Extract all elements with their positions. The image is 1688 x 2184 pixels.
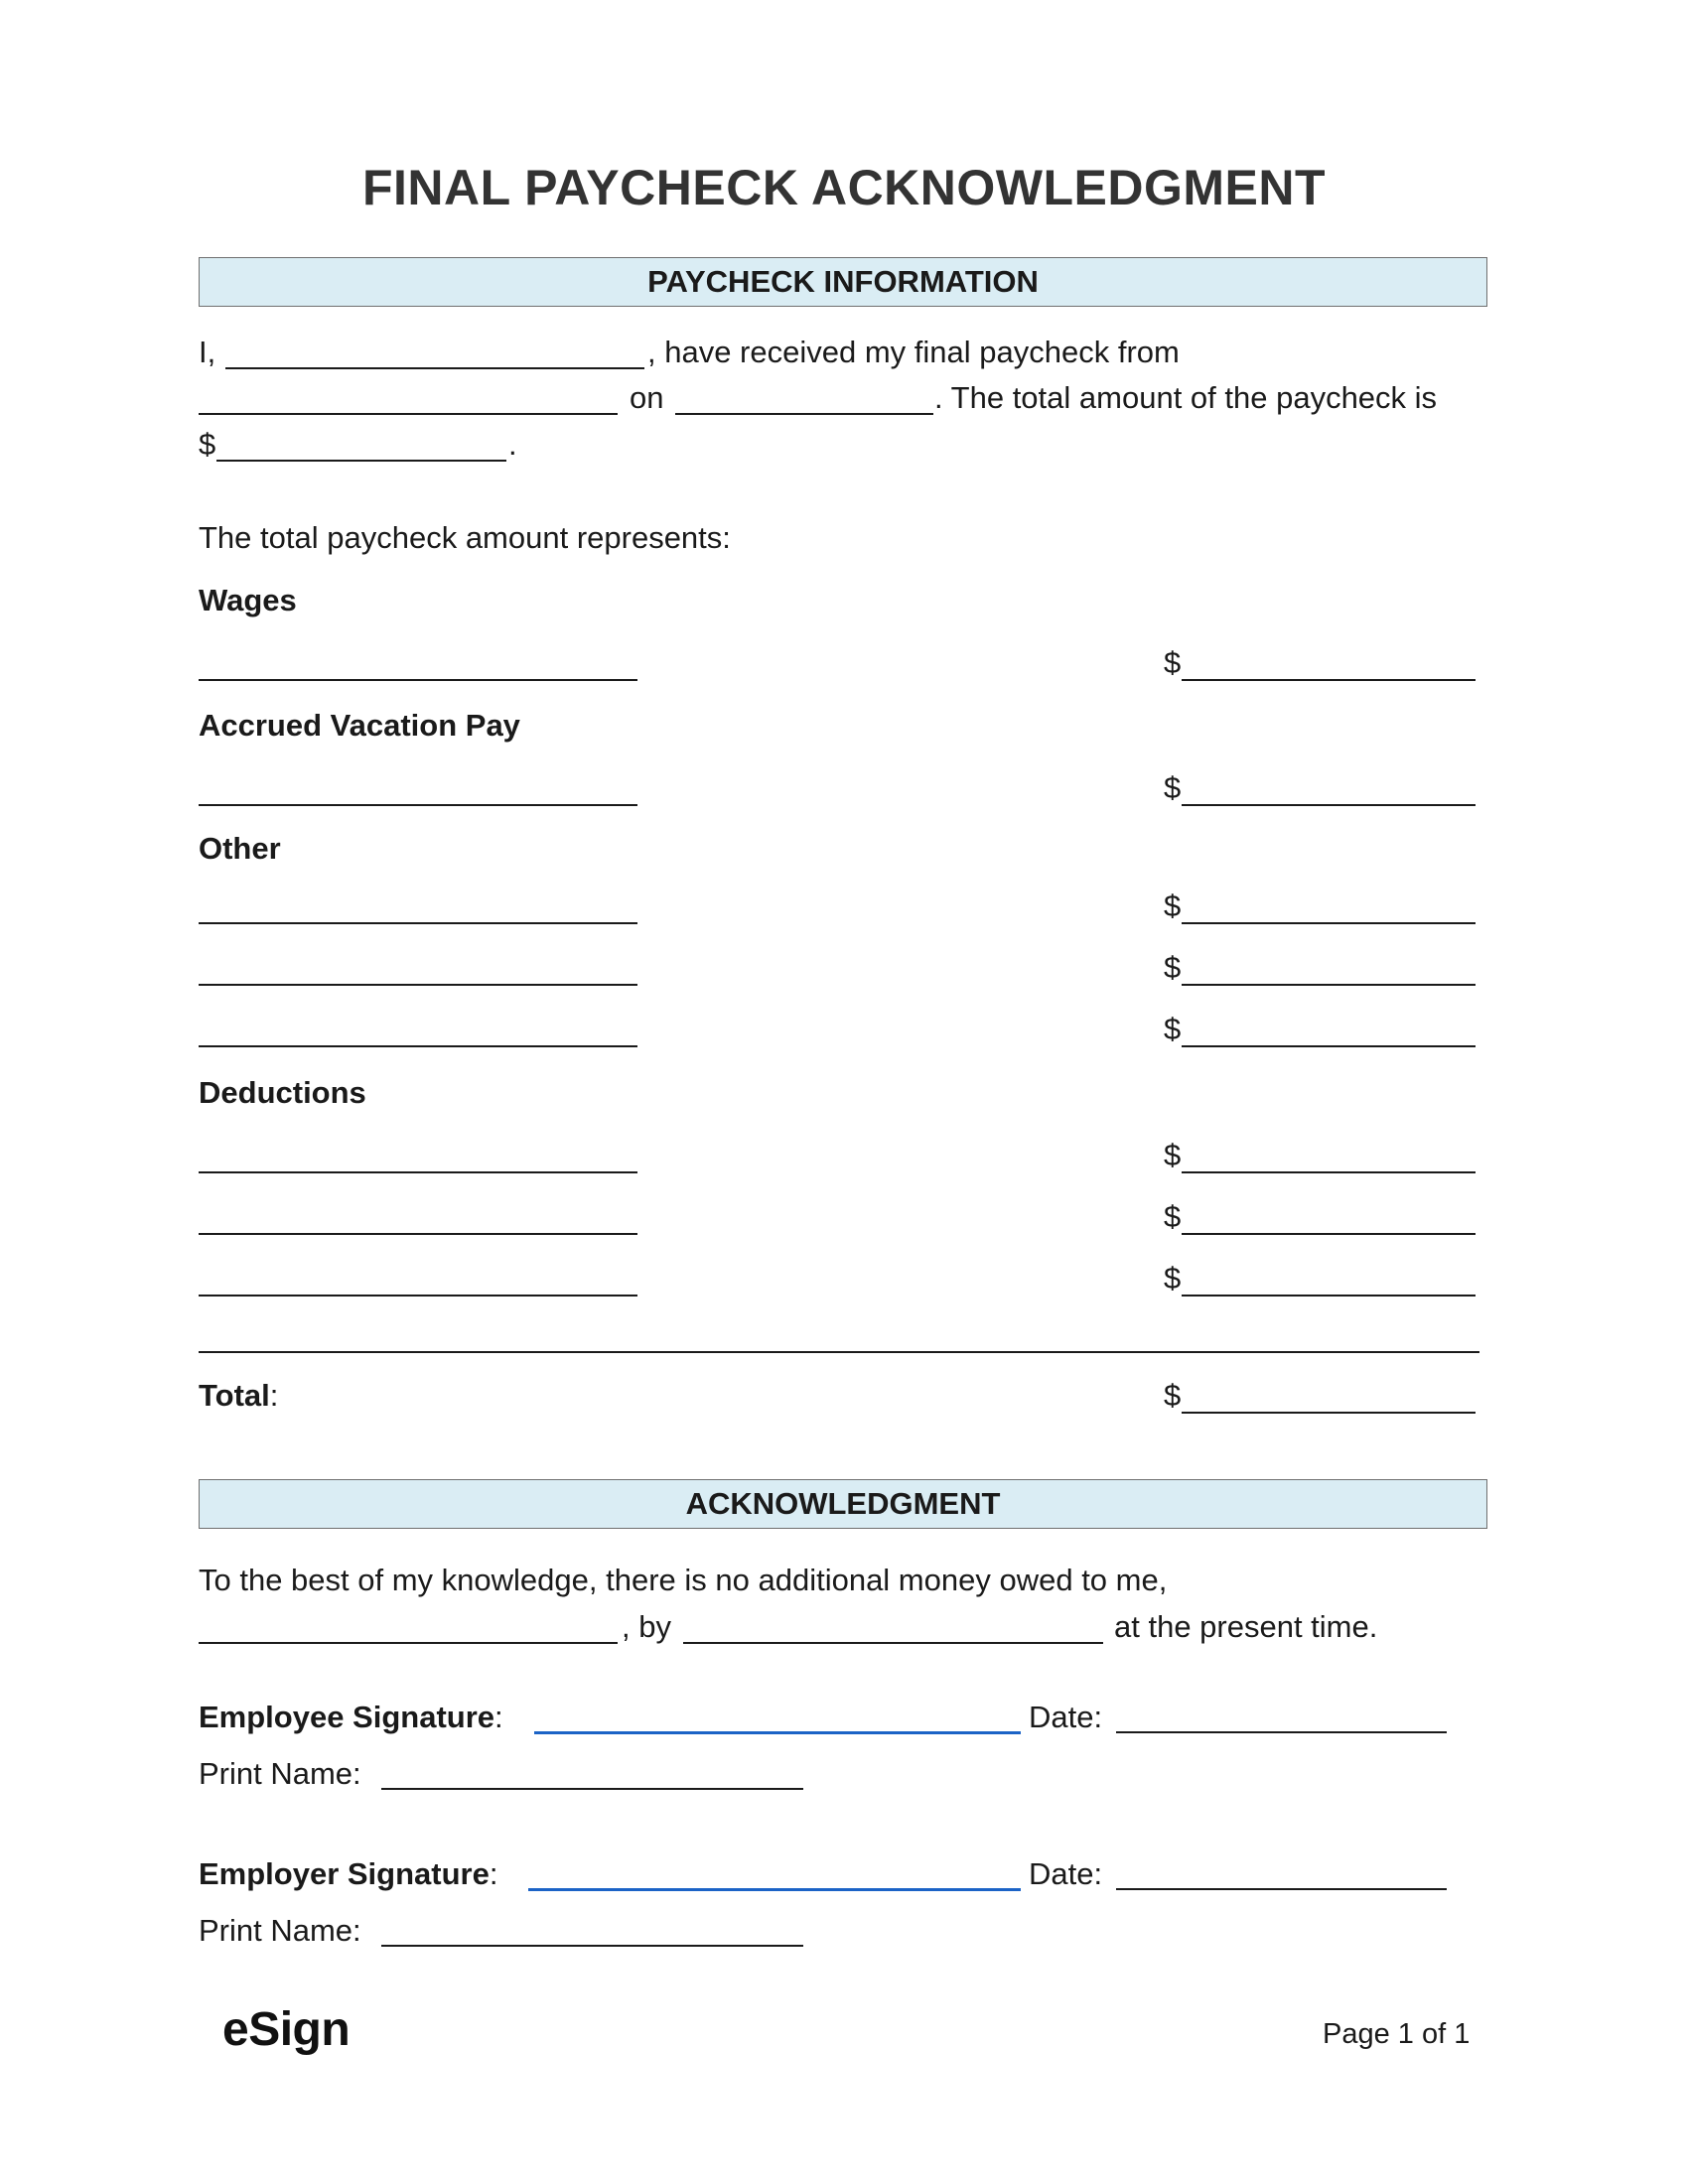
employee-name-blank[interactable] bbox=[225, 367, 644, 369]
other-amount-blank[interactable] bbox=[1182, 1045, 1476, 1047]
intro-received-text: , have received my final paycheck from bbox=[647, 335, 1180, 369]
currency-symbol: $ bbox=[1164, 1199, 1182, 1234]
represents-text: The total paycheck amount represents: bbox=[199, 520, 731, 555]
currency-symbol: $ bbox=[1164, 1012, 1182, 1046]
on-text: on bbox=[630, 380, 664, 415]
label-colon: : bbox=[494, 1700, 503, 1734]
employee-signature-field[interactable] bbox=[534, 1731, 1021, 1734]
deduction-description-blank[interactable] bbox=[199, 1233, 637, 1235]
total-colon: : bbox=[269, 1378, 279, 1413]
by-text: , by bbox=[622, 1609, 671, 1644]
employee-signature-label: Employee Signature bbox=[199, 1700, 495, 1734]
dollar-sign: $ bbox=[199, 427, 216, 462]
employee-date-label: Date: bbox=[1029, 1700, 1103, 1734]
acknowledgment-line1: To the best of my knowledge, there is no additional money owed to me, bbox=[199, 1563, 1168, 1597]
paycheck-information-header: PAYCHECK INFORMATION bbox=[199, 257, 1487, 307]
wages-description-blank[interactable] bbox=[199, 679, 637, 681]
total-label-group bbox=[199, 1376, 278, 1416]
currency-symbol: $ bbox=[1164, 888, 1182, 923]
total-separator-line bbox=[199, 1351, 1479, 1353]
total-amount-blank[interactable] bbox=[1182, 1412, 1476, 1414]
employer-print-name-blank[interactable] bbox=[381, 1945, 803, 1947]
currency-symbol: $ bbox=[1164, 645, 1182, 680]
wages-amount-blank[interactable] bbox=[1182, 679, 1476, 681]
page-number: Page 1 of 1 bbox=[1323, 2018, 1471, 2050]
total-amount-text: . The total amount of the paycheck is bbox=[934, 380, 1438, 415]
vacation-amount-blank[interactable] bbox=[1182, 804, 1476, 806]
deduction-amount-blank[interactable] bbox=[1182, 1233, 1476, 1235]
other-label: Other bbox=[199, 831, 281, 866]
other-amount-blank[interactable] bbox=[1182, 984, 1476, 986]
vacation-label: Accrued Vacation Pay bbox=[199, 708, 520, 743]
label-colon: : bbox=[489, 1856, 498, 1891]
intro-prefix: I, bbox=[199, 335, 216, 369]
esign-logo: eSign bbox=[222, 2003, 351, 2056]
employee-print-name-blank[interactable] bbox=[381, 1788, 803, 1790]
deductions-label: Deductions bbox=[199, 1075, 366, 1110]
employer-signature-label: Employer Signature bbox=[199, 1856, 490, 1891]
deduction-description-blank[interactable] bbox=[199, 1171, 637, 1173]
other-description-blank[interactable] bbox=[199, 922, 637, 924]
employer-print-name-label: Print Name: bbox=[199, 1913, 361, 1948]
paycheck-amount-blank[interactable] bbox=[216, 460, 506, 462]
currency-symbol: $ bbox=[1164, 770, 1182, 805]
currency-symbol: $ bbox=[1164, 1261, 1182, 1296]
employer-signature-label-group bbox=[199, 1854, 497, 1894]
document-title: FINAL PAYCHECK ACKNOWLEDGMENT bbox=[361, 160, 1327, 215]
total-label: Total bbox=[199, 1378, 270, 1413]
employer-date-label: Date: bbox=[1029, 1856, 1103, 1891]
present-time-text: at the present time. bbox=[1114, 1609, 1378, 1644]
other-description-blank[interactable] bbox=[199, 1045, 637, 1047]
employer-name-blank[interactable] bbox=[683, 1642, 1103, 1644]
period: . bbox=[508, 427, 517, 462]
employer-signature-field[interactable] bbox=[528, 1888, 1021, 1891]
vacation-description-blank[interactable] bbox=[199, 804, 637, 806]
other-description-blank[interactable] bbox=[199, 984, 637, 986]
deduction-description-blank[interactable] bbox=[199, 1295, 637, 1297]
acknowledgment-header: ACKNOWLEDGMENT bbox=[199, 1479, 1487, 1529]
paycheck-date-blank[interactable] bbox=[675, 413, 933, 415]
employer-date-blank[interactable] bbox=[1116, 1888, 1447, 1890]
other-amount-blank[interactable] bbox=[1182, 922, 1476, 924]
employee-signature-label-group bbox=[199, 1698, 503, 1737]
employee-date-blank[interactable] bbox=[1116, 1731, 1447, 1733]
employer-name-blank[interactable] bbox=[199, 413, 618, 415]
currency-symbol: $ bbox=[1164, 1378, 1182, 1413]
employee-name-blank[interactable] bbox=[199, 1642, 618, 1644]
wages-label: Wages bbox=[199, 583, 297, 617]
deduction-amount-blank[interactable] bbox=[1182, 1171, 1476, 1173]
employee-print-name-label: Print Name: bbox=[199, 1756, 361, 1791]
currency-symbol: $ bbox=[1164, 950, 1182, 985]
deduction-amount-blank[interactable] bbox=[1182, 1295, 1476, 1297]
currency-symbol: $ bbox=[1164, 1138, 1182, 1172]
